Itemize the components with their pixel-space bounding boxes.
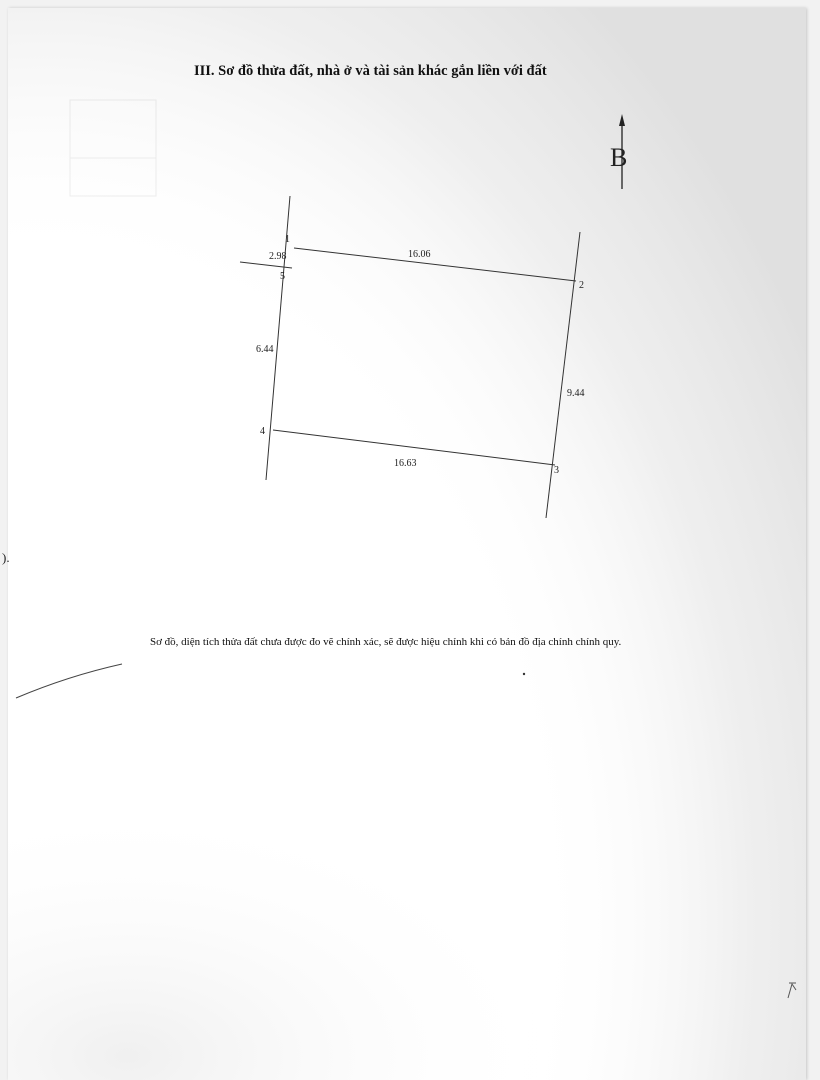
page-curl-line	[16, 664, 122, 698]
land-plot-diagram	[8, 8, 806, 1080]
point-label-2: 2	[579, 280, 584, 291]
plot-edge-1-2	[294, 248, 576, 281]
point-label-1: 1	[285, 234, 290, 245]
edge-length-1-2: 16.06	[408, 249, 431, 260]
boundary-line-right	[546, 232, 580, 518]
section-heading: III. Sơ đồ thửa đất, nhà ở và tài sản khác gắn liền với đất	[194, 63, 547, 79]
dot-mark	[523, 673, 525, 675]
point-label-4: 4	[260, 426, 265, 437]
disclaimer-note: Sơ đồ, diện tích thửa đất chưa được đo vẽ chính xác, sẽ được hiệu chỉnh khi có bản đồ địa chính chính quy.	[150, 636, 622, 648]
north-arrow-label: B	[610, 143, 628, 172]
document-page	[8, 8, 806, 1080]
edge-length-2-3: 9.44	[567, 388, 585, 399]
edge-length-3-4: 16.63	[394, 458, 417, 469]
point-label-3: 3	[554, 465, 559, 476]
edge-length-4-5: 6.44	[256, 344, 274, 355]
point-label-5: 5	[280, 271, 285, 282]
edge-fragment-text: ).	[2, 550, 10, 565]
edge-length-5-1: 2.98	[269, 251, 287, 262]
corner-scribble-icon	[788, 983, 796, 998]
